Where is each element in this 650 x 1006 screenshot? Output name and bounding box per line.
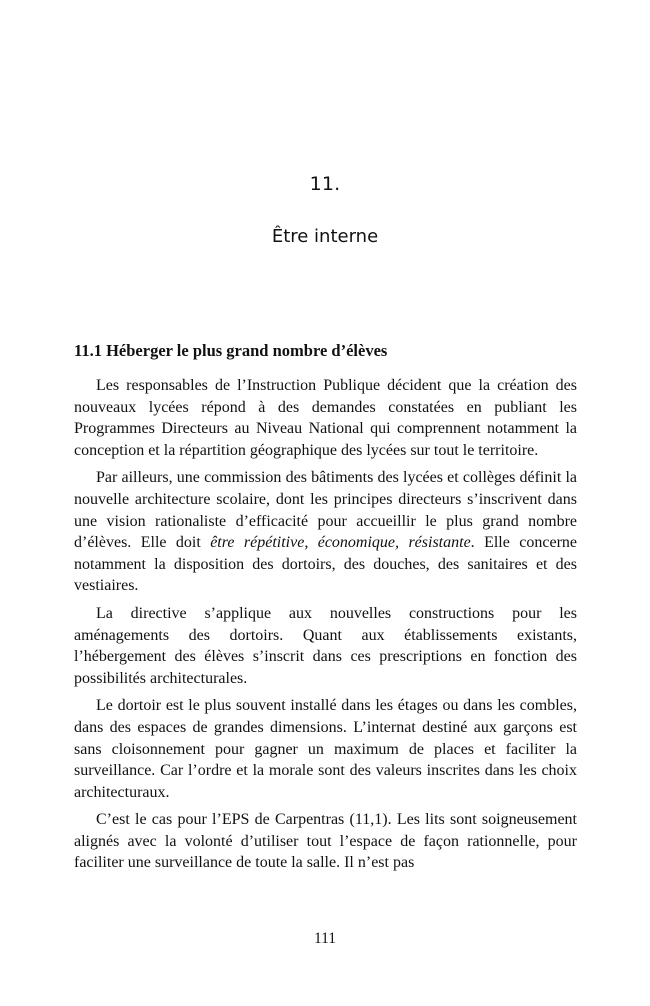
paragraph: La directive s’applique aux nouvelles constructions pour les aménagements des dortoirs. Quant aux établissements existants, l’hébergement des élèves s’inscrit dans ces prescriptions en fonction des possibilités architecturales. bbox=[74, 604, 577, 687]
body-text bbox=[74, 375, 577, 880]
paragraph-text: . Elle concerne notamment la disposition des dortoirs, des douches, des sanitaires et des vestiaires. bbox=[74, 534, 577, 595]
paragraph: C’est le cas pour l’EPS de Carpentras (11,1). Les lits sont soigneusement alignés avec la volonté d’utiliser tout l’espace de façon rationnelle, pour faciliter une surveillance de toute la salle. Il n’est pas bbox=[74, 811, 577, 872]
chapter-title: Être interne bbox=[271, 226, 379, 247]
paragraph: Les responsables de l’Instruction Publique décident que la création des nouveaux lycées répond à des demandes constatées en publiant les Programmes Directeurs au Niveau National qui comprennent notamment la conception et la répartition géographique des lycées sur tout le territoire. bbox=[74, 377, 577, 459]
paragraph-text: Par ailleurs, une commission des bâtiments des lycées et collèges définit la nouvelle architecture scolaire, dont les principes directeurs s’inscrivent dans une vision rationaliste d’efficacité pour accueillir le plus grand nombre d’élèves. Elle doit bbox=[74, 469, 577, 552]
section-heading: 11.1 Héberger le plus grand nombre d’élèves bbox=[74, 341, 388, 360]
italic-quote: être répétitive, économique, résistante bbox=[210, 534, 471, 552]
chapter-number: 11. bbox=[309, 173, 341, 195]
page-number: 111 bbox=[313, 930, 337, 947]
paragraph: Le dortoir est le plus souvent installé dans les étages ou dans les combles, dans des espaces de grandes dimensions. L’internat destiné aux garçons est sans cloisonnement pour gagner un maximum de places et faciliter la surveillance. Car l’ordre et la morale sont des valeurs inscrites dans les choix architecturaux. bbox=[74, 697, 577, 801]
paragraph bbox=[74, 467, 577, 597]
